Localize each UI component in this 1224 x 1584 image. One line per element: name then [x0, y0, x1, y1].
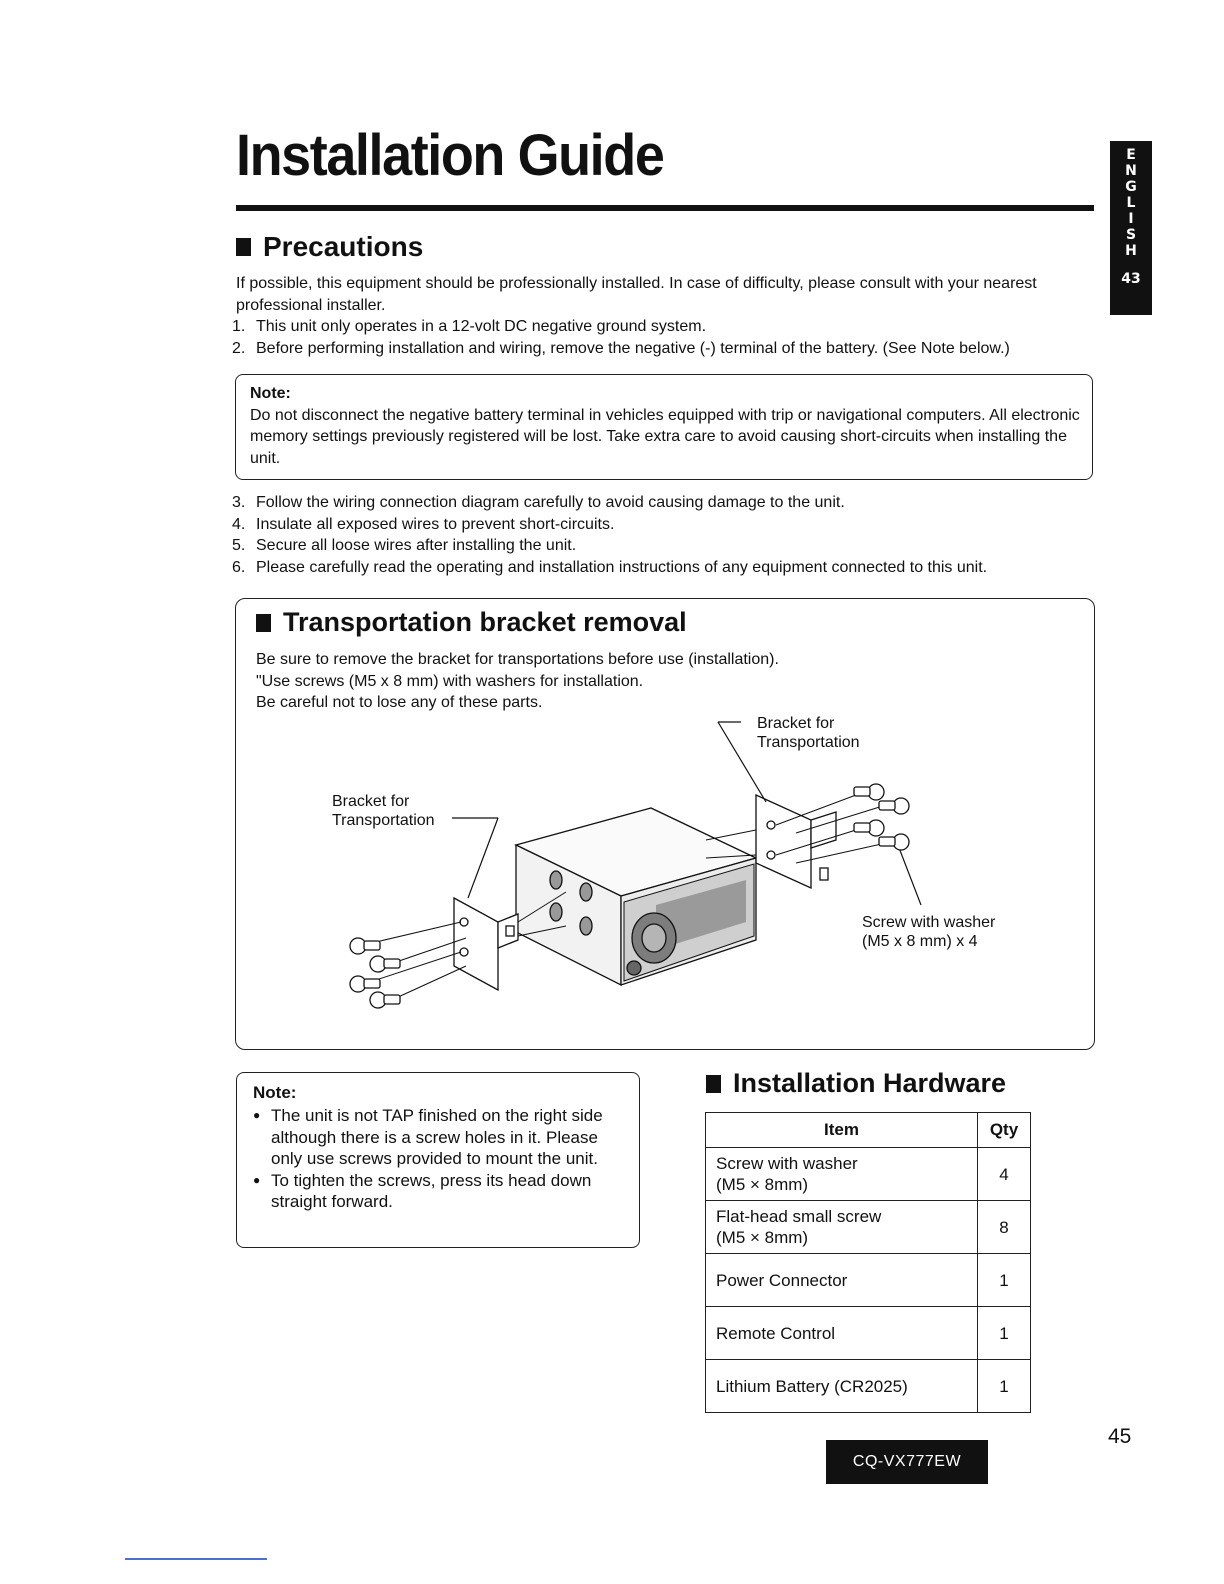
- hardware-heading-text: Installation Hardware: [733, 1068, 1007, 1098]
- installation-hardware-heading: [706, 1068, 1006, 1099]
- mounting-note-box: [236, 1072, 640, 1248]
- table-row: [706, 1148, 1031, 1201]
- label-line: Transportation: [757, 734, 860, 751]
- qty-cell: 1: [978, 1254, 1031, 1307]
- item-number: 3.: [232, 494, 246, 511]
- hardware-table: [705, 1112, 1031, 1413]
- screw-icon: [879, 798, 909, 814]
- side-tab-letter: I: [1128, 211, 1134, 227]
- item-name: Screw with washer: [716, 1154, 858, 1173]
- side-tab-letter: G: [1125, 179, 1137, 195]
- screw-icon: [854, 820, 884, 836]
- list-item: ● The unit is not TAP finished on the right side although there is a screw holes in it. Please only use screws provided to mount the unit.: [253, 1105, 625, 1170]
- right-bracket-illustration: [756, 795, 836, 888]
- column-header-item: Item: [706, 1113, 978, 1148]
- screw-icon: [350, 976, 380, 992]
- item-text: This unit only operates in a 12-volt DC negative ground system.: [256, 318, 707, 335]
- item-number: 5.: [232, 537, 246, 554]
- item-name: Flat-head small screw: [716, 1207, 882, 1226]
- table-header-row: [706, 1113, 1031, 1148]
- item-cell: [706, 1254, 978, 1307]
- table-row: [706, 1307, 1031, 1360]
- model-badge: CQ-VX777EW: [826, 1440, 988, 1484]
- item-number: 1.: [232, 318, 246, 335]
- heading-bullet-icon: [236, 238, 251, 256]
- screw-icon: [879, 834, 909, 850]
- list-item: [232, 316, 1102, 338]
- item-name: Power Connector: [716, 1270, 848, 1290]
- label-line: Bracket for: [332, 793, 410, 810]
- table-row: [706, 1201, 1031, 1254]
- screw-icon: [370, 992, 400, 1008]
- table-row: [706, 1360, 1031, 1413]
- label-line: Transportation: [332, 812, 435, 829]
- footer-line: [125, 1558, 267, 1560]
- qty-cell: 1: [978, 1307, 1031, 1360]
- table-row: [706, 1254, 1031, 1307]
- item-name: Lithium Battery (CR2025): [716, 1376, 908, 1396]
- item-text: Before performing installation and wiring, remove the negative (-) terminal of the battery. (See Note below.): [256, 339, 1010, 357]
- side-tab-letter: H: [1125, 243, 1137, 259]
- precautions-heading: [236, 231, 423, 263]
- label-line: Bracket for: [757, 715, 835, 732]
- item-text: Secure all loose wires after installing the unit.: [256, 537, 577, 554]
- side-tab-letter: S: [1125, 227, 1137, 243]
- screw-icon: [370, 956, 400, 972]
- list-item: ● To tighten the screws, press its head down straight forward.: [253, 1170, 625, 1213]
- precautions-heading-text: Precautions: [263, 231, 424, 262]
- precautions-intro: If possible, this equipment should be professionally installed. In case of difficulty, please consult with your nearest professional installer.: [236, 275, 1037, 314]
- instruction-line: Be careful not to lose any of these parts.: [256, 694, 543, 711]
- item-text: Please carefully read the operating and installation instructions of any equipment connected to this unit.: [256, 558, 988, 576]
- item-name: Remote Control: [716, 1323, 836, 1343]
- column-header-qty: Qty: [978, 1113, 1031, 1148]
- heading-bullet-icon: [706, 1075, 721, 1093]
- list-item: [232, 338, 1102, 360]
- label-line: (M5 x 8 mm) x 4: [862, 933, 978, 950]
- item-spec: (M5 × 8mm): [716, 1175, 809, 1194]
- head-unit-illustration: [516, 808, 756, 985]
- side-tab-page-number: 43: [1121, 271, 1141, 287]
- item-number: 2.: [232, 339, 246, 357]
- item-cell: [706, 1148, 978, 1201]
- precautions-list-continued: [232, 492, 1102, 578]
- side-tab-letter: N: [1125, 163, 1137, 179]
- item-cell: [706, 1307, 978, 1360]
- instruction-line: "Use screws (M5 x 8 mm) with washers for installation.: [256, 672, 644, 690]
- qty-cell: 8: [978, 1201, 1031, 1254]
- item-spec: (M5 × 8mm): [716, 1228, 809, 1247]
- right-bracket-label: [757, 714, 860, 752]
- note-label: Note:: [253, 1083, 297, 1102]
- bracket-removal-heading: [256, 607, 687, 638]
- title-rule: [236, 205, 1094, 211]
- language-side-tab: [1110, 141, 1152, 315]
- page-title: Installation Guide: [236, 123, 664, 188]
- qty-cell: 1: [978, 1360, 1031, 1413]
- side-tab-letter: E: [1126, 147, 1136, 163]
- heading-bullet-icon: [256, 614, 271, 632]
- left-bracket-label: [332, 792, 435, 830]
- note-label: Note:: [250, 385, 291, 402]
- screw-icon: [350, 938, 380, 954]
- page-number: 45: [1108, 1425, 1132, 1448]
- precautions-list: [232, 316, 1102, 359]
- item-number: 4.: [232, 515, 246, 533]
- battery-note-box: [235, 374, 1093, 480]
- list-item: [232, 492, 1102, 514]
- list-item: [232, 514, 1102, 536]
- item-cell: [706, 1360, 978, 1413]
- bracket-heading-text: Transportation bracket removal: [283, 607, 687, 637]
- label-line: Screw with washer: [862, 914, 996, 931]
- bracket-removal-diagram: [236, 700, 1094, 1030]
- item-text: Follow the wiring connection diagram carefully to avoid causing damage to the unit.: [256, 494, 845, 511]
- instruction-line: Be sure to remove the bracket for transportations before use (installation).: [256, 651, 779, 668]
- item-cell: [706, 1201, 978, 1254]
- left-bracket-illustration: [454, 898, 518, 990]
- item-text: Insulate all exposed wires to prevent short-circuits.: [256, 515, 615, 533]
- screw-label: [862, 913, 995, 951]
- list-item: [232, 557, 1102, 579]
- note-text: Do not disconnect the negative battery terminal in vehicles equipped with trip or navigational computers. All electronic memory settings previously registered will be lost. Take extra care to avoid causing short-circuits when installing the unit.: [250, 406, 1080, 467]
- mounting-note-list: [253, 1105, 625, 1213]
- qty-cell: 4: [978, 1148, 1031, 1201]
- list-item: [232, 535, 1102, 557]
- screw-icon: [854, 784, 884, 800]
- side-tab-letter: L: [1126, 195, 1136, 211]
- item-number: 6.: [232, 558, 246, 576]
